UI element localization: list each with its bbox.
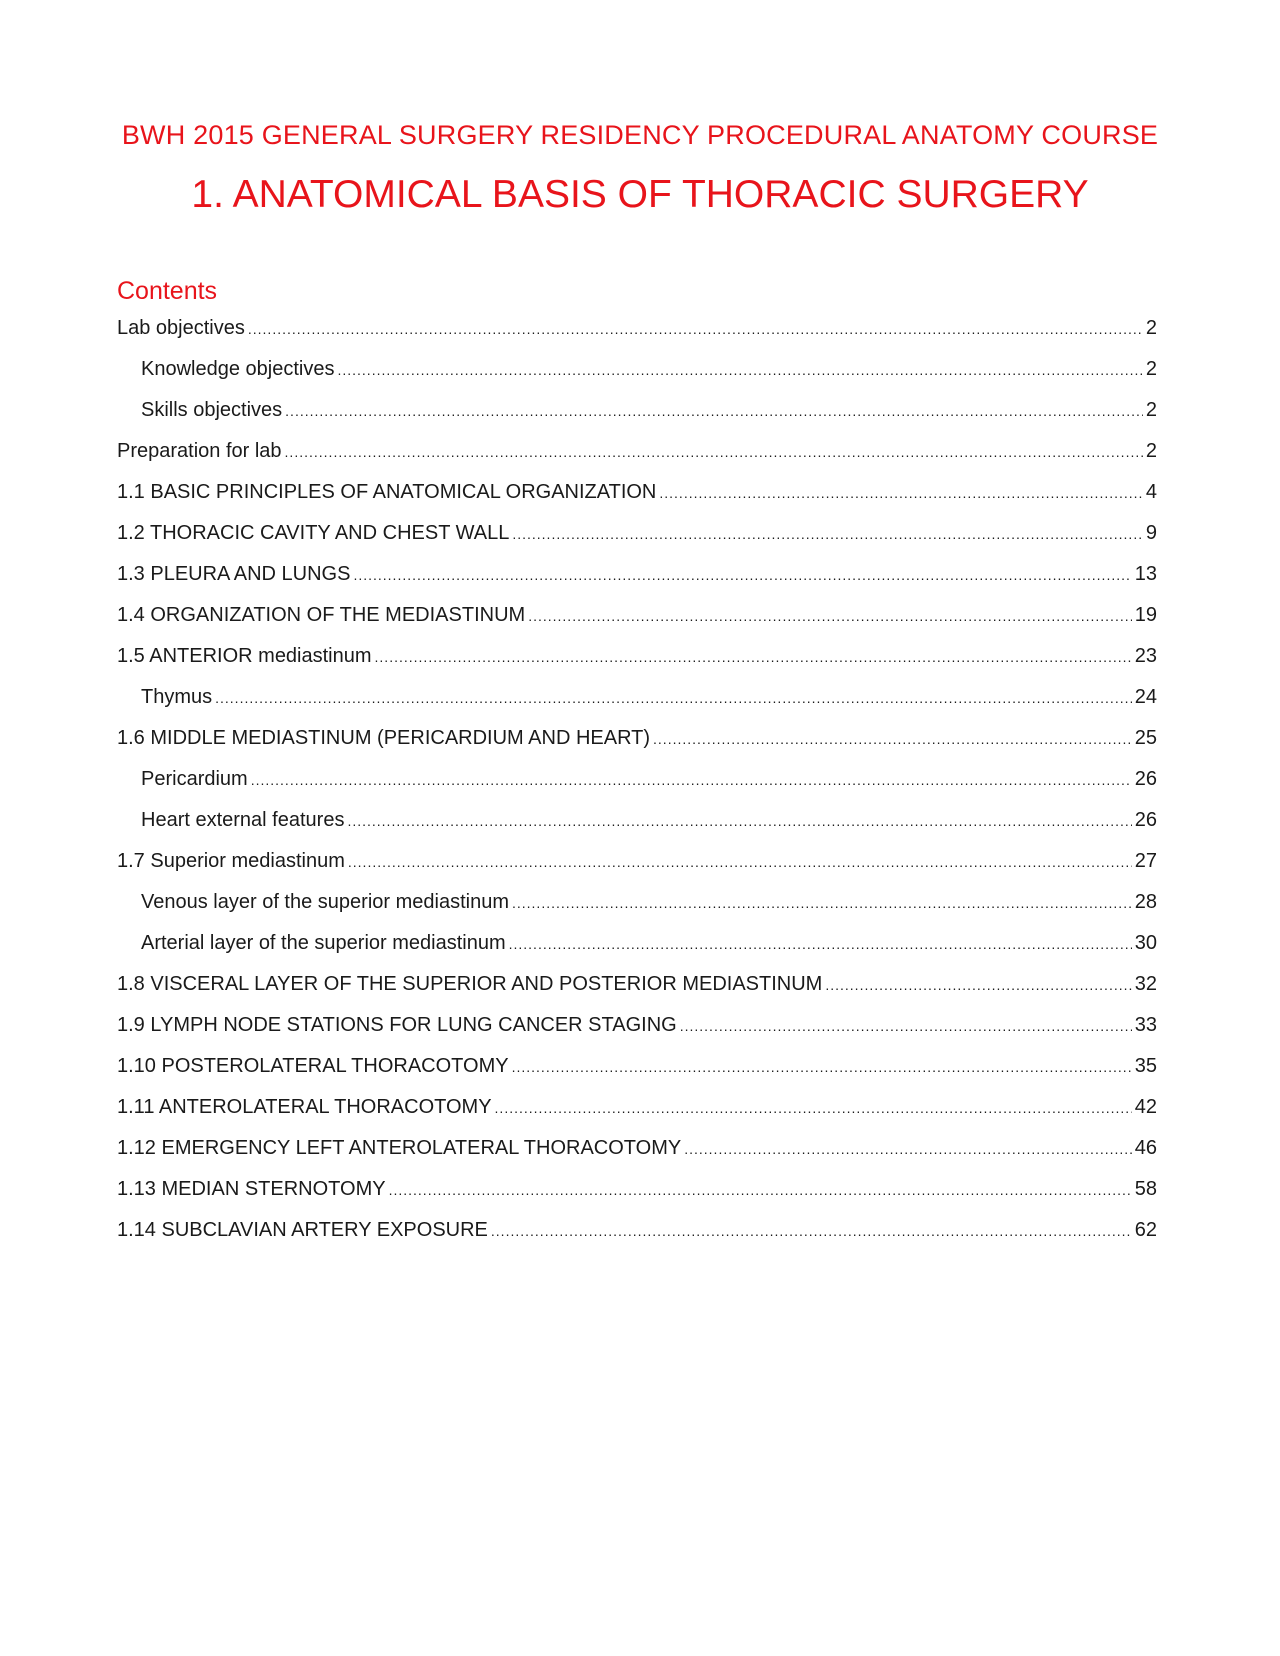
toc-entry-page-number: 13 [1134,563,1157,585]
toc-entry-label: Pericardium [141,768,248,790]
toc-entry-page-number: 2 [1145,358,1157,380]
toc-dot-leader [251,767,1132,793]
toc-entry-page-number: 35 [1134,1055,1157,1077]
toc-entry-label: Arterial layer of the superior mediastinum [141,932,506,954]
toc-entry-page-number: 2 [1145,399,1157,421]
toc-entry[interactable] [117,1217,1157,1258]
toc-entry-page-number: 32 [1134,973,1157,995]
toc-entry-label: Venous layer of the superior mediastinum [141,891,509,913]
toc-dot-leader [512,890,1132,916]
toc-entry-label: 1.5 ANTERIOR mediastinum [117,645,372,667]
toc-entry-label: 1.11 ANTEROLATERAL THORACOTOMY [117,1096,492,1118]
toc-dot-leader [825,972,1131,998]
toc-dot-leader [509,931,1132,957]
toc-entry[interactable] [117,315,1157,356]
toc-dot-leader [285,398,1143,424]
toc-entry[interactable] [117,848,1157,889]
toc-entry[interactable] [117,889,1157,930]
toc-entry-label: 1.9 LYMPH NODE STATIONS FOR LUNG CANCER STAGING [117,1014,677,1036]
toc-entry-page-number: 19 [1134,604,1157,626]
toc-entry-label: Skills objectives [141,399,283,421]
toc-entry-label: 1.10 POSTEROLATERAL THORACOTOMY [117,1055,509,1077]
toc-dot-leader [248,316,1143,342]
toc-entry[interactable] [117,561,1157,602]
toc-entry-page-number: 25 [1134,727,1157,749]
toc-entry[interactable] [117,356,1157,397]
toc-entry-label: Preparation for lab [117,440,282,462]
toc-entry-label: 1.8 VISCERAL LAYER OF THE SUPERIOR AND POSTERIOR MEDIASTINUM [117,973,823,995]
toc-entry[interactable] [117,1094,1157,1135]
course-title: BWH 2015 GENERAL SURGERY RESIDENCY PROCEDURAL ANATOMY COURSE [121,120,1159,150]
toc-entry[interactable] [117,479,1157,520]
toc-heading: Contents [117,277,218,305]
toc-entry-label: Knowledge objectives [141,358,335,380]
toc-dot-leader [680,1013,1132,1039]
toc-dot-leader [653,726,1132,752]
toc-dot-leader [389,1177,1132,1203]
toc-entry-page-number: 2 [1145,440,1157,462]
toc-entry[interactable] [117,397,1157,438]
toc-entry-page-number: 26 [1134,768,1157,790]
toc-entry-page-number: 42 [1134,1096,1157,1118]
toc-dot-leader [659,480,1143,506]
toc-entry[interactable] [117,930,1157,971]
toc-entry-page-number: 33 [1134,1014,1157,1036]
toc-entry[interactable] [117,725,1157,766]
toc-dot-leader [512,521,1143,547]
toc-entry-label: 1.2 THORACIC CAVITY AND CHEST WALL [117,522,510,544]
toc-entry-label: Heart external features [141,809,345,831]
toc-entry[interactable] [117,1176,1157,1217]
toc-entry[interactable] [117,807,1157,848]
toc-entry-label: 1.14 SUBCLAVIAN ARTERY EXPOSURE [117,1219,488,1241]
toc-entry[interactable] [117,1012,1157,1053]
toc-entry[interactable] [117,1053,1157,1094]
toc-entry-label: Lab objectives [117,317,245,339]
toc-entry-page-number: 46 [1134,1137,1157,1159]
toc-dot-leader [528,603,1132,629]
toc-entry-page-number: 62 [1134,1219,1157,1241]
toc-entry-label: 1.12 EMERGENCY LEFT ANTEROLATERAL THORACOTOMY [117,1137,682,1159]
toc-entry[interactable] [117,766,1157,807]
toc-entry[interactable] [117,602,1157,643]
toc-dot-leader [337,357,1142,383]
toc-entry-page-number: 24 [1134,686,1157,708]
toc-dot-leader [285,439,1143,465]
toc-entry-label: 1.13 MEDIAN STERNOTOMY [117,1178,386,1200]
toc-entry-page-number: 28 [1134,891,1157,913]
toc-entry-page-number: 4 [1145,481,1157,503]
toc-entry-page-number: 26 [1134,809,1157,831]
toc-entry-label: Thymus [141,686,213,708]
toc-dot-leader [348,849,1132,875]
toc-entry-page-number: 23 [1134,645,1157,667]
toc-dot-leader [353,562,1131,588]
toc-entry-page-number: 9 [1145,522,1157,544]
toc-entry-page-number: 27 [1134,850,1157,872]
toc-entry[interactable] [117,520,1157,561]
toc-entry[interactable] [117,438,1157,479]
toc-dot-leader [684,1136,1132,1162]
toc-entry-page-number: 58 [1134,1178,1157,1200]
toc-dot-leader [512,1054,1132,1080]
toc-dot-leader [347,808,1131,834]
document-title: 1. ANATOMICAL BASIS OF THORACIC SURGERY [191,173,1089,216]
toc-entry[interactable] [117,971,1157,1012]
toc-entry-label: 1.1 BASIC PRINCIPLES OF ANATOMICAL ORGANIZATION [117,481,657,503]
toc-entry-label: 1.4 ORGANIZATION OF THE MEDIASTINUM [117,604,526,626]
toc-dot-leader [491,1218,1132,1244]
toc-entry-label: 1.7 Superior mediastinum [117,850,345,872]
toc-dot-leader [495,1095,1132,1121]
toc-entry-label: 1.6 MIDDLE MEDIASTINUM (PERICARDIUM AND HEART) [117,727,651,749]
toc-entry[interactable] [117,643,1157,684]
toc-dot-leader [375,644,1132,670]
toc-dot-leader [215,685,1132,711]
toc-entry-label: 1.3 PLEURA AND LUNGS [117,563,351,585]
toc-entry[interactable] [117,1135,1157,1176]
toc-entry-page-number: 2 [1145,317,1157,339]
toc-entry-page-number: 30 [1134,932,1157,954]
table-of-contents [117,315,1157,1258]
toc-entry[interactable] [117,684,1157,725]
